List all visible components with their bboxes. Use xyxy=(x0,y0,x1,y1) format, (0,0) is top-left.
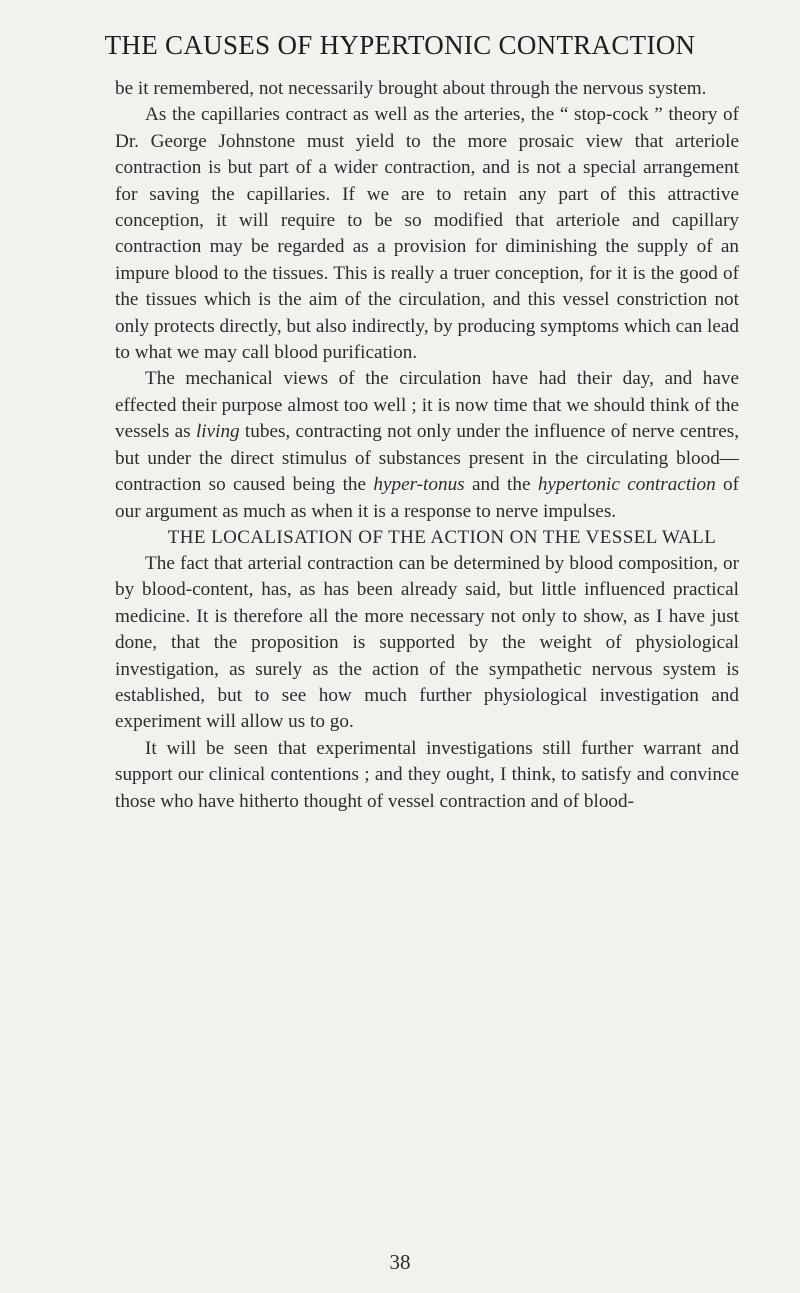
italic-hypertonic-contraction: hypertonic contraction xyxy=(537,474,716,496)
text-run: The mechanical views of the circulation have had their day, and have effected their purpose almost too well ; it is now time that we should think of the vessels as xyxy=(115,368,739,443)
running-head: THE CAUSES OF HYPERTONIC CONTRACTION xyxy=(104,30,696,60)
paragraph-stop-cock-theory: As the capillaries contract as well as the arteries, the “ stop-cock ” theory of Dr. George Johnstone must yield to the more prosaic view that arteriole contraction is but part of a wider contraction, and is not a special arrangement for saving the capillaries. If we are to retain any part of this attractive conception, it will require to be so modified that arteriole and capillary contraction may be regarded as a provision for diminishing the supply of an impure blood to the tissues. This is really a truer conception, for it is the good of the tissues which is the aim of the circulation, and this vessel constriction not only protects directly, but also indirectly, by producing symptoms which can lead to what we may call blood purification. xyxy=(115,104,739,364)
text-run: and the xyxy=(464,474,538,496)
page-number: 38 xyxy=(389,1250,411,1274)
text-run: tubes, contracting not only under the influence of nerve centres, but under the direct stimulus of substances present in the circulating blood—contraction so caused being the xyxy=(115,421,740,496)
text-run: of our argument as much as when it is a response to nerve impulses. xyxy=(115,474,739,522)
paragraph-mechanical-views xyxy=(115,366,739,524)
italic-living: living xyxy=(195,421,240,443)
section-heading: THE LOCALISATION OF THE ACTION ON THE VESSEL WALL xyxy=(167,526,717,548)
body-text xyxy=(115,76,739,815)
paragraph-experimental-investigations: It will be seen that experimental investigations still further warrant and support our clinical contentions ; and they ought, I think, to satisfy and convince those who have hitherto thought of vessel contraction and of blood- xyxy=(115,737,739,812)
paragraph-continuation: be it remembered, not necessarily brought about through the nervous system. xyxy=(115,78,707,99)
paragraph-arterial-contraction: The fact that arterial contraction can be determined by blood composition, or by blood-content, has, as has been already said, but little influenced practical medicine. It is therefore all the more necessary not only to show, as I have just done, that the proposition is supported by the weight of physiological investigation, as surely as the action of the sympathetic nervous system is established, but to see how much further physiological investigation and experiment will allow us to go. xyxy=(115,552,739,733)
italic-hypertonus: hyper-tonus xyxy=(373,474,465,496)
